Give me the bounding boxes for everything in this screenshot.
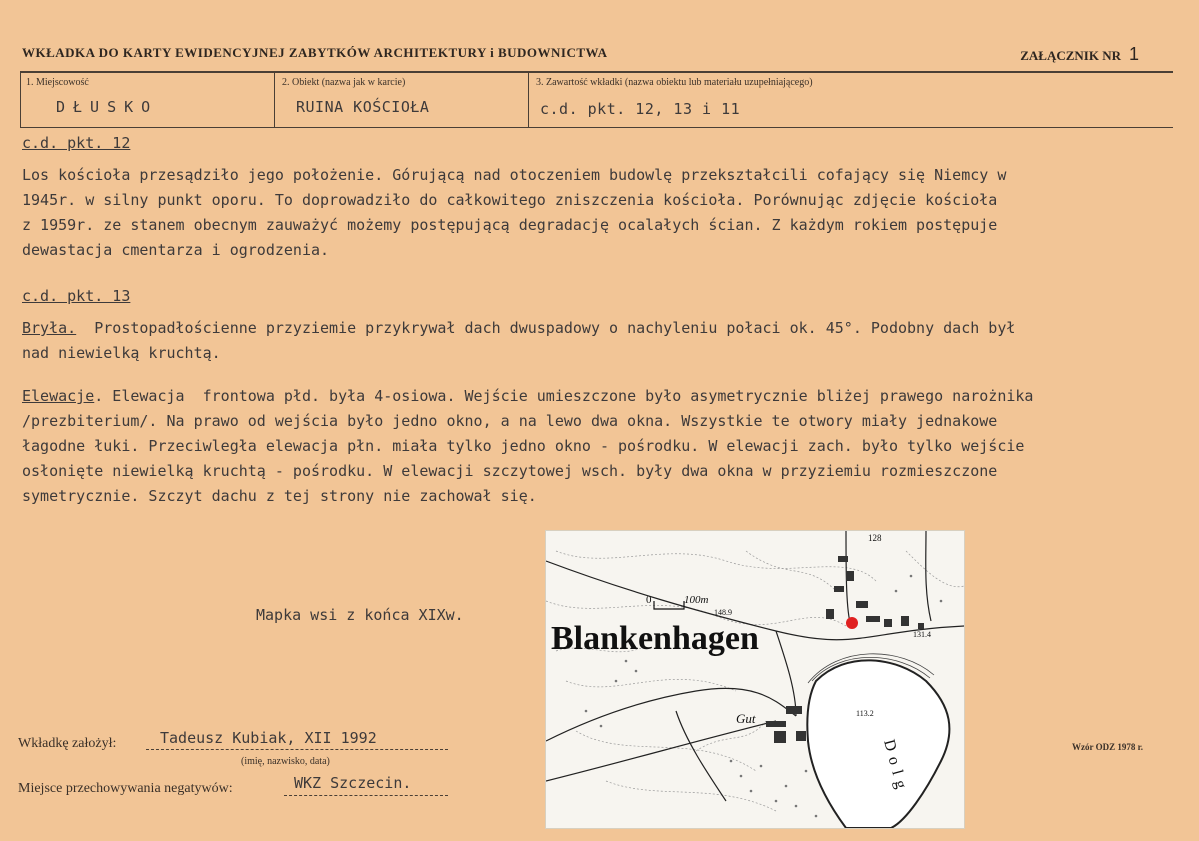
lake-label: Dolg bbox=[880, 737, 912, 797]
text-line: 1945r. w silny punkt oporu. To doprowadziło do całkowitego zniszczenia kościoła. Porównując zdjęcie kościoła bbox=[22, 191, 998, 209]
form-code: Wzór ODZ 1978 r. bbox=[1072, 742, 1143, 752]
text-line: z 1959r. ze stanem obecnym zauważyć możemy postępującą degradację ocalałych ścian. Z każdym rokiem postępuje bbox=[22, 216, 998, 234]
section-12-text bbox=[22, 163, 1006, 263]
text-line: Los kościoła przesądziło jego położenie. Górującą nad otoczeniem budowlę przekształcili cofający się Niemcy w bbox=[22, 166, 1007, 184]
object-label: 2. Obiekt (nazwa jak w karcie) bbox=[282, 77, 406, 88]
founder-line bbox=[146, 749, 448, 750]
lake-shape bbox=[807, 660, 949, 828]
map-drawing bbox=[546, 531, 964, 828]
elevation-label: 148.9 bbox=[714, 608, 732, 617]
text-line: Prostopadłościenne przyziemie przykrywał dach dwuspadowy o nachyleniu połaci ok. 45°. Podobny dach był bbox=[76, 319, 1016, 337]
elewacje-label: Elewacje bbox=[22, 387, 95, 405]
text-line: dewastacja cmentarza i ogrodzenia. bbox=[22, 241, 330, 259]
content-value: c.d. pkt. 12, 13 i 11 bbox=[540, 100, 741, 118]
elewacje-paragraph bbox=[22, 384, 1033, 509]
map-caption: Mapka wsi z końca XIXw. bbox=[256, 606, 464, 624]
storage-value: WKZ Szczecin. bbox=[294, 774, 412, 792]
bryla-paragraph bbox=[22, 316, 1015, 366]
scale-zero: 0 bbox=[646, 594, 652, 606]
elevation-label: 113.2 bbox=[856, 709, 874, 718]
church-location-marker bbox=[846, 617, 858, 629]
attachment-value: 1 bbox=[1128, 44, 1139, 64]
storage-line bbox=[284, 795, 448, 796]
elevation-label: 131.4 bbox=[913, 630, 931, 639]
field-divider bbox=[528, 71, 529, 127]
field-divider bbox=[20, 71, 21, 127]
form-title: WKŁADKA DO KARTY EWIDENCYJNEJ ZABYTKÓW ARCHITEKTURY i BUDOWNICTWA bbox=[22, 45, 608, 60]
text-line: /prezbiterium/. Na prawo od wejścia było jedno okno, a na lewo dwa okna. Wszystkie te otwory miały jednakowe bbox=[22, 412, 998, 430]
field-divider bbox=[274, 71, 275, 127]
section-12-heading: c.d. pkt. 12 bbox=[22, 134, 131, 152]
locality-label: 1. Miejscowość bbox=[26, 77, 89, 88]
content-label: 3. Zawartość wkładki (nazwa obiektu lub materiału uzupełniającego) bbox=[536, 77, 813, 88]
locality-value: DŁUSKO bbox=[56, 98, 159, 116]
attachment-label: ZAŁĄCZNIK NR bbox=[1020, 48, 1121, 63]
place-name: Blankenhagen bbox=[551, 620, 759, 657]
section-13-heading: c.d. pkt. 13 bbox=[22, 287, 131, 305]
elevation-label: 128 bbox=[868, 533, 882, 543]
storage-label: Miejsce przechowywania negatywów: bbox=[18, 781, 233, 796]
scale-label: 100m bbox=[684, 594, 709, 606]
bryla-label: Bryła. bbox=[22, 319, 77, 337]
attachment-number bbox=[1020, 44, 1139, 65]
text-line: . Elewacja frontowa płd. była 4-osiowa. Wejście umieszczone było asymetrycznie bliżej prawego narożnika bbox=[94, 387, 1034, 405]
text-line: łagodne łuki. Przeciwległa elewacja płn. miała tylko jedno okno - pośrodku. W elewacji zach. było tylko wejście bbox=[22, 437, 1025, 455]
object-value: RUINA KOŚCIOŁA bbox=[296, 98, 430, 116]
fields-rule bbox=[20, 127, 1173, 128]
estate-label: Gut bbox=[736, 711, 756, 726]
text-line: osłonięte niewielką kruchtą - pośrodku. W elewacji szczytowej wsch. były dwa okna w przyziemiu rozmieszczone bbox=[22, 462, 998, 480]
founder-label: Wkładkę założył: bbox=[18, 736, 117, 751]
founder-value: Tadeusz Kubiak, XII 1992 bbox=[160, 729, 377, 747]
founder-hint: (imię, nazwisko, data) bbox=[241, 756, 330, 767]
text-line: symetrycznie. Szczyt dachu z tej strony nie zachował się. bbox=[22, 487, 537, 505]
text-line: nad niewielką kruchtą. bbox=[22, 344, 221, 362]
header-rule bbox=[20, 71, 1173, 73]
historical-map bbox=[546, 531, 964, 828]
